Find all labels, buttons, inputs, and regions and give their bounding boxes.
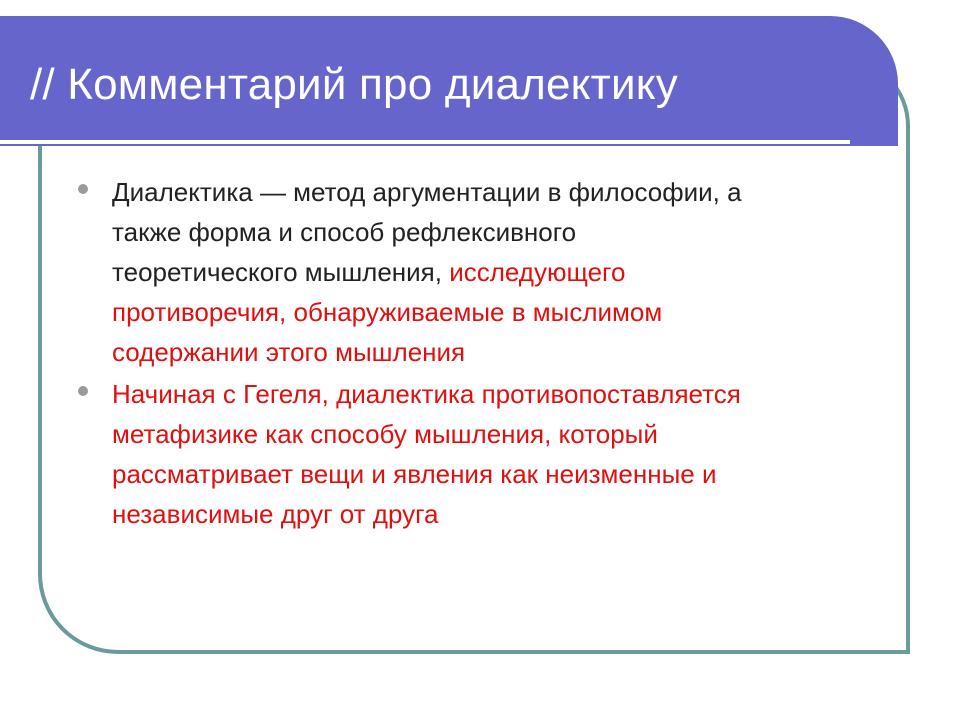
slide-title: // Комментарий про диалектику [30, 60, 678, 109]
highlighted-segment: Начиная с Гегеля, диалектика противопоставляется [112, 379, 741, 409]
text-line [112, 212, 898, 252]
bullet-item [78, 172, 898, 372]
highlighted-segment: исследующего [449, 257, 626, 287]
highlighted-segment: независимые друг от друга [112, 499, 439, 529]
text-segment: Диалектика — метод аргументации в философии, а [112, 177, 742, 207]
bullet-item [78, 374, 898, 534]
text-line [112, 454, 898, 494]
text-segment: теоретического мышления, [112, 257, 450, 287]
highlighted-segment: рассматривает вещи и явления как неизменные и [112, 459, 717, 489]
bullet-dot-icon [78, 386, 88, 396]
text-line [112, 374, 898, 414]
text-line [112, 172, 898, 212]
text-line [112, 252, 898, 292]
text-line [112, 414, 898, 454]
highlighted-segment: метафизике как способу мышления, который [112, 419, 658, 449]
text-segment: также форма и способ рефлексивного [112, 217, 577, 247]
highlighted-segment: содержании этого мышления [112, 337, 466, 367]
text-line [112, 332, 898, 372]
bullet-list [78, 172, 898, 536]
highlighted-segment: противоречия, обнаруживаемые в мыслимом [112, 297, 663, 327]
text-line [112, 292, 898, 332]
bullet-dot-icon [78, 184, 88, 194]
text-line [112, 494, 898, 534]
title-underline [0, 140, 850, 144]
title-bar [0, 16, 898, 146]
